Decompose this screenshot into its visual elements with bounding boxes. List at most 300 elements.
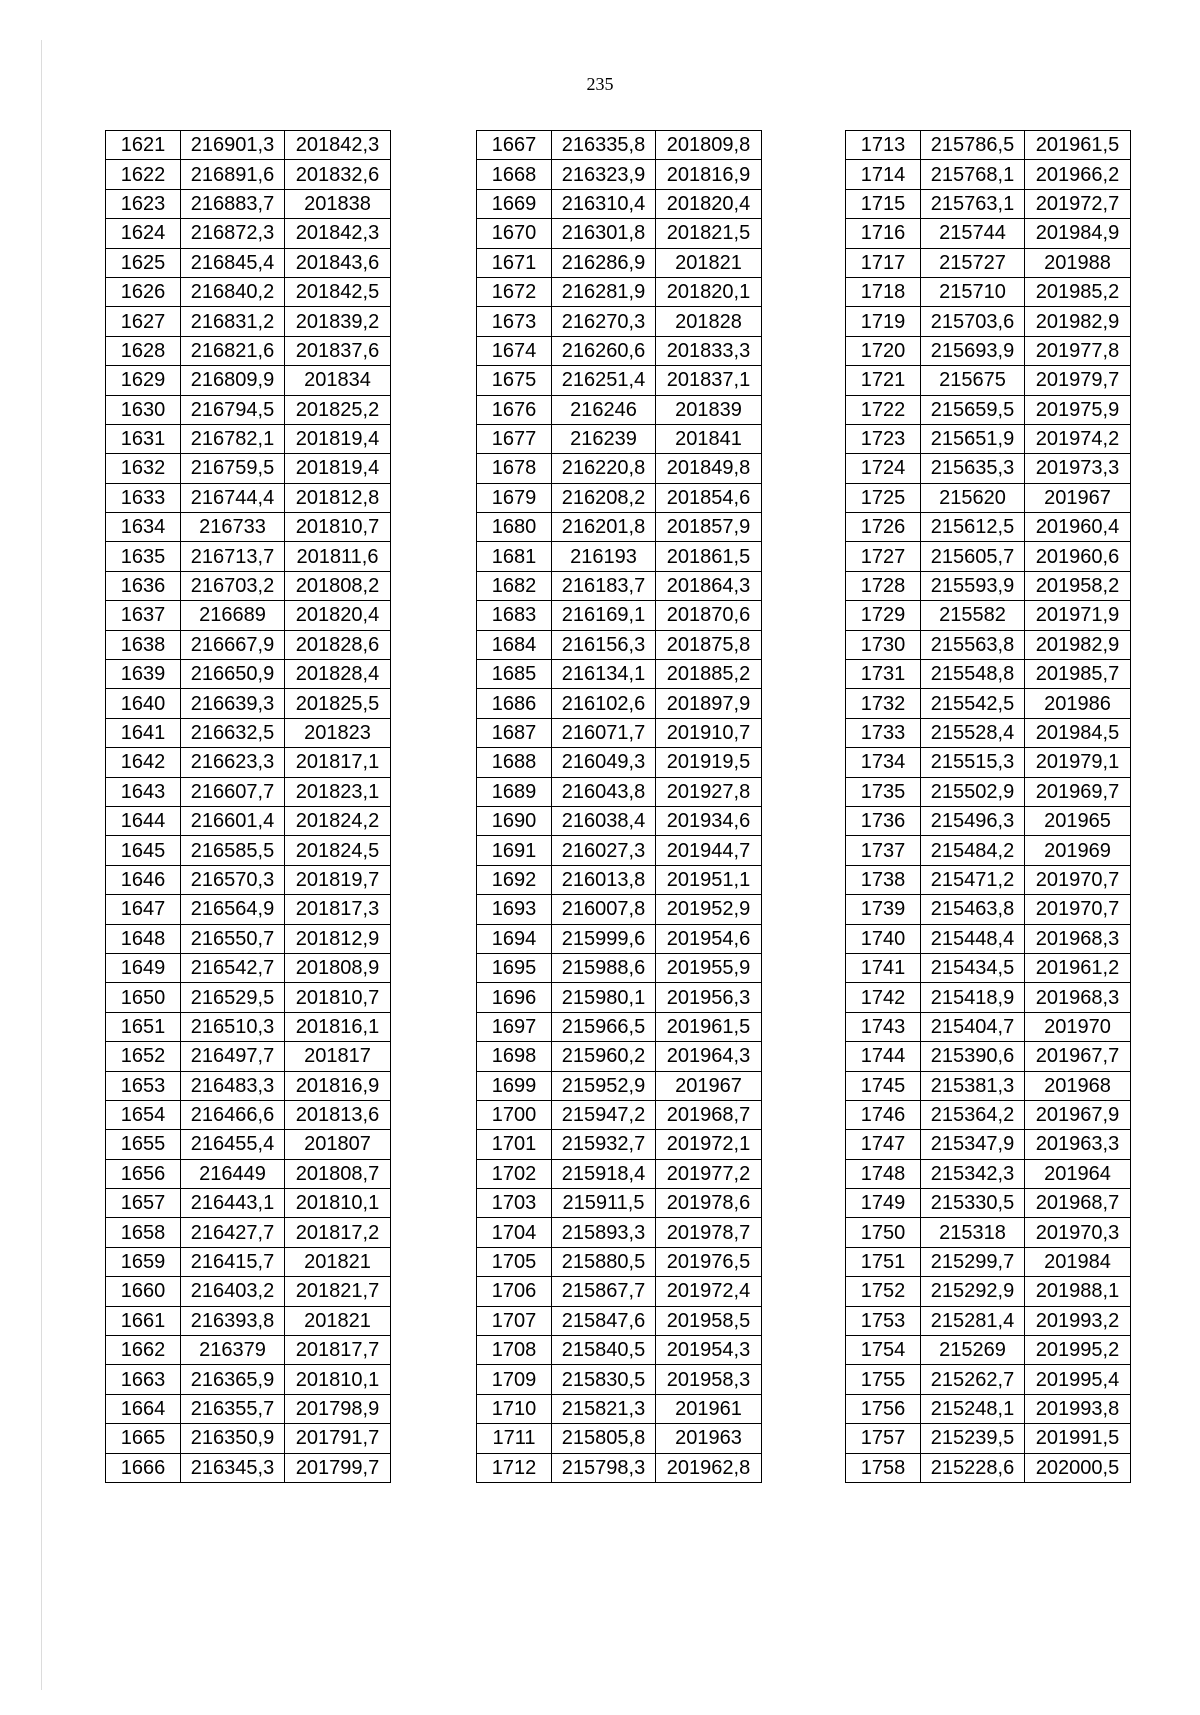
y-coordinate-cell: 201821 <box>656 248 762 277</box>
table-row <box>106 1247 391 1276</box>
point-number-cell: 1640 <box>106 689 181 718</box>
point-number-cell: 1744 <box>846 1042 921 1071</box>
point-number-cell: 1757 <box>846 1424 921 1453</box>
point-number-cell: 1672 <box>477 277 552 306</box>
x-coordinate-cell: 215635,3 <box>921 454 1025 483</box>
point-number-cell: 1717 <box>846 248 921 277</box>
y-coordinate-cell: 201958,3 <box>656 1365 762 1394</box>
point-number-cell: 1623 <box>106 189 181 218</box>
x-coordinate-cell: 216542,7 <box>181 953 285 982</box>
y-coordinate-cell: 201965 <box>1025 806 1131 835</box>
point-number-cell: 1645 <box>106 836 181 865</box>
y-coordinate-cell: 201985,2 <box>1025 277 1131 306</box>
table-row <box>846 571 1131 600</box>
coordinate-table-3 <box>845 130 1131 1483</box>
x-coordinate-cell: 215988,6 <box>552 953 656 982</box>
x-coordinate-cell: 216193 <box>552 542 656 571</box>
table-row <box>846 1453 1131 1482</box>
x-coordinate-cell: 216301,8 <box>552 219 656 248</box>
table-row <box>477 1424 762 1453</box>
point-number-cell: 1687 <box>477 718 552 747</box>
y-coordinate-cell: 201988 <box>1025 248 1131 277</box>
table-row <box>846 1159 1131 1188</box>
y-coordinate-cell: 201978,7 <box>656 1218 762 1247</box>
y-coordinate-cell: 201861,5 <box>656 542 762 571</box>
table-row <box>846 366 1131 395</box>
x-coordinate-cell: 216821,6 <box>181 336 285 365</box>
point-number-cell: 1680 <box>477 513 552 542</box>
x-coordinate-cell: 215966,5 <box>552 1012 656 1041</box>
point-number-cell: 1698 <box>477 1042 552 1071</box>
x-coordinate-cell: 216449 <box>181 1159 285 1188</box>
y-coordinate-cell: 201934,6 <box>656 806 762 835</box>
table-row <box>477 395 762 424</box>
x-coordinate-cell: 216246 <box>552 395 656 424</box>
y-coordinate-cell: 201824,5 <box>285 836 391 865</box>
y-coordinate-cell: 201810,1 <box>285 1365 391 1394</box>
table-row <box>106 806 391 835</box>
table-row <box>846 248 1131 277</box>
y-coordinate-cell: 201927,8 <box>656 777 762 806</box>
x-coordinate-cell: 215318 <box>921 1218 1025 1247</box>
x-coordinate-cell: 216027,3 <box>552 836 656 865</box>
point-number-cell: 1745 <box>846 1071 921 1100</box>
x-coordinate-cell: 216872,3 <box>181 219 285 248</box>
point-number-cell: 1738 <box>846 865 921 894</box>
table-row <box>106 924 391 953</box>
table-row <box>477 748 762 777</box>
point-number-cell: 1715 <box>846 189 921 218</box>
table-row <box>106 277 391 306</box>
x-coordinate-cell: 215262,7 <box>921 1365 1025 1394</box>
point-number-cell: 1673 <box>477 307 552 336</box>
x-coordinate-cell: 216350,9 <box>181 1424 285 1453</box>
point-number-cell: 1662 <box>106 1336 181 1365</box>
point-number-cell: 1628 <box>106 336 181 365</box>
page-number: 235 <box>586 74 614 94</box>
point-number-cell: 1706 <box>477 1277 552 1306</box>
y-coordinate-cell: 201969,7 <box>1025 777 1131 806</box>
y-coordinate-cell: 201799,7 <box>285 1453 391 1482</box>
x-coordinate-cell: 216049,3 <box>552 748 656 777</box>
y-coordinate-cell: 201970 <box>1025 1012 1131 1041</box>
table-row <box>477 1365 762 1394</box>
table-row <box>106 160 391 189</box>
x-coordinate-cell: 215528,4 <box>921 718 1025 747</box>
table-row <box>106 513 391 542</box>
y-coordinate-cell: 201834 <box>285 366 391 395</box>
point-number-cell: 1727 <box>846 542 921 571</box>
x-coordinate-cell: 215947,2 <box>552 1100 656 1129</box>
point-number-cell: 1622 <box>106 160 181 189</box>
point-number-cell: 1636 <box>106 571 181 600</box>
y-coordinate-cell: 201821,5 <box>656 219 762 248</box>
y-coordinate-cell: 201995,4 <box>1025 1365 1131 1394</box>
x-coordinate-cell: 216038,4 <box>552 806 656 835</box>
table-row <box>846 1189 1131 1218</box>
x-coordinate-cell: 215918,4 <box>552 1159 656 1188</box>
y-coordinate-cell: 201976,5 <box>656 1247 762 1276</box>
y-coordinate-cell: 201870,6 <box>656 601 762 630</box>
table-row <box>106 1012 391 1041</box>
x-coordinate-cell: 216281,9 <box>552 277 656 306</box>
x-coordinate-cell: 215347,9 <box>921 1130 1025 1159</box>
x-coordinate-cell: 216251,4 <box>552 366 656 395</box>
x-coordinate-cell: 215434,5 <box>921 953 1025 982</box>
x-coordinate-cell: 216840,2 <box>181 277 285 306</box>
point-number-cell: 1665 <box>106 1424 181 1453</box>
x-coordinate-cell: 216443,1 <box>181 1189 285 1218</box>
point-number-cell: 1621 <box>106 131 181 160</box>
x-coordinate-cell: 215292,9 <box>921 1277 1025 1306</box>
table-row <box>846 895 1131 924</box>
table-row <box>106 660 391 689</box>
y-coordinate-cell: 201979,1 <box>1025 748 1131 777</box>
y-coordinate-cell: 201817,3 <box>285 895 391 924</box>
x-coordinate-cell: 216323,9 <box>552 160 656 189</box>
point-number-cell: 1668 <box>477 160 552 189</box>
table-row <box>106 630 391 659</box>
x-coordinate-cell: 216632,5 <box>181 718 285 747</box>
y-coordinate-cell: 201982,9 <box>1025 307 1131 336</box>
point-number-cell: 1667 <box>477 131 552 160</box>
x-coordinate-cell: 215612,5 <box>921 513 1025 542</box>
table-row <box>477 483 762 512</box>
x-coordinate-cell: 215496,3 <box>921 806 1025 835</box>
x-coordinate-cell: 216782,1 <box>181 424 285 453</box>
y-coordinate-cell: 201968 <box>1025 1071 1131 1100</box>
table-row <box>106 307 391 336</box>
x-coordinate-cell: 215281,4 <box>921 1306 1025 1335</box>
x-coordinate-cell: 216239 <box>552 424 656 453</box>
point-number-cell: 1691 <box>477 836 552 865</box>
y-coordinate-cell: 201993,8 <box>1025 1394 1131 1423</box>
point-number-cell: 1671 <box>477 248 552 277</box>
table-row <box>846 630 1131 659</box>
y-coordinate-cell: 201972,4 <box>656 1277 762 1306</box>
x-coordinate-cell: 216794,5 <box>181 395 285 424</box>
table-row <box>477 513 762 542</box>
table-row <box>106 777 391 806</box>
table-row <box>477 983 762 1012</box>
y-coordinate-cell: 201839 <box>656 395 762 424</box>
table-row <box>477 1189 762 1218</box>
table-row <box>477 806 762 835</box>
point-number-cell: 1755 <box>846 1365 921 1394</box>
x-coordinate-cell: 215330,5 <box>921 1189 1025 1218</box>
x-coordinate-cell: 215727 <box>921 248 1025 277</box>
x-coordinate-cell: 216071,7 <box>552 718 656 747</box>
point-number-cell: 1656 <box>106 1159 181 1188</box>
table-row <box>106 483 391 512</box>
y-coordinate-cell: 201952,9 <box>656 895 762 924</box>
table-row <box>846 1336 1131 1365</box>
x-coordinate-cell: 216156,3 <box>552 630 656 659</box>
x-coordinate-cell: 216208,2 <box>552 483 656 512</box>
y-coordinate-cell: 201962,8 <box>656 1453 762 1482</box>
x-coordinate-cell: 215763,1 <box>921 189 1025 218</box>
table-row <box>106 571 391 600</box>
point-number-cell: 1716 <box>846 219 921 248</box>
table-row <box>846 1247 1131 1276</box>
y-coordinate-cell: 201820,4 <box>656 189 762 218</box>
x-coordinate-cell: 216689 <box>181 601 285 630</box>
y-coordinate-cell: 201798,9 <box>285 1394 391 1423</box>
point-number-cell: 1650 <box>106 983 181 1012</box>
x-coordinate-cell: 216831,2 <box>181 307 285 336</box>
x-coordinate-cell: 216310,4 <box>552 189 656 218</box>
x-coordinate-cell: 216883,7 <box>181 189 285 218</box>
x-coordinate-cell: 216891,6 <box>181 160 285 189</box>
point-number-cell: 1633 <box>106 483 181 512</box>
y-coordinate-cell: 201967,7 <box>1025 1042 1131 1071</box>
x-coordinate-cell: 216713,7 <box>181 542 285 571</box>
table-row <box>846 983 1131 1012</box>
x-coordinate-cell: 216169,1 <box>552 601 656 630</box>
table-row <box>106 689 391 718</box>
y-coordinate-cell: 201813,6 <box>285 1100 391 1129</box>
coordinate-table <box>845 130 1131 1483</box>
table-row <box>477 630 762 659</box>
point-number-cell: 1683 <box>477 601 552 630</box>
point-number-cell: 1624 <box>106 219 181 248</box>
y-coordinate-cell: 201810,7 <box>285 513 391 542</box>
table-row <box>846 953 1131 982</box>
point-number-cell: 1627 <box>106 307 181 336</box>
x-coordinate-cell: 216415,7 <box>181 1247 285 1276</box>
x-coordinate-cell: 215840,5 <box>552 1336 656 1365</box>
point-number-cell: 1753 <box>846 1306 921 1335</box>
table-row <box>106 1365 391 1394</box>
y-coordinate-cell: 201963 <box>656 1424 762 1453</box>
point-number-cell: 1758 <box>846 1453 921 1482</box>
table-row <box>106 189 391 218</box>
table-row <box>846 1100 1131 1129</box>
table-row <box>477 1071 762 1100</box>
point-number-cell: 1713 <box>846 131 921 160</box>
y-coordinate-cell: 201817,7 <box>285 1336 391 1365</box>
x-coordinate-cell: 216601,4 <box>181 806 285 835</box>
point-number-cell: 1709 <box>477 1365 552 1394</box>
point-number-cell: 1690 <box>477 806 552 835</box>
y-coordinate-cell: 201951,1 <box>656 865 762 894</box>
point-number-cell: 1666 <box>106 1453 181 1482</box>
y-coordinate-cell: 201910,7 <box>656 718 762 747</box>
y-coordinate-cell: 201988,1 <box>1025 1277 1131 1306</box>
x-coordinate-cell: 215659,5 <box>921 395 1025 424</box>
table-row <box>477 1277 762 1306</box>
table-row <box>477 660 762 689</box>
table-row <box>846 1277 1131 1306</box>
point-number-cell: 1663 <box>106 1365 181 1394</box>
table-row <box>477 160 762 189</box>
table-row <box>846 160 1131 189</box>
table-row <box>477 1042 762 1071</box>
x-coordinate-cell: 215381,3 <box>921 1071 1025 1100</box>
table-row <box>106 1306 391 1335</box>
table-row <box>106 895 391 924</box>
table-row <box>106 424 391 453</box>
table-row <box>106 395 391 424</box>
point-number-cell: 1719 <box>846 307 921 336</box>
point-number-cell: 1653 <box>106 1071 181 1100</box>
y-coordinate-cell: 201960,6 <box>1025 542 1131 571</box>
point-number-cell: 1695 <box>477 953 552 982</box>
x-coordinate-cell: 215299,7 <box>921 1247 1025 1276</box>
x-coordinate-cell: 216007,8 <box>552 895 656 924</box>
x-coordinate-cell: 215404,7 <box>921 1012 1025 1041</box>
table-row <box>477 1247 762 1276</box>
x-coordinate-cell: 216379 <box>181 1336 285 1365</box>
x-coordinate-cell: 215239,5 <box>921 1424 1025 1453</box>
y-coordinate-cell: 201967 <box>1025 483 1131 512</box>
x-coordinate-cell: 216393,8 <box>181 1306 285 1335</box>
point-number-cell: 1693 <box>477 895 552 924</box>
table-row <box>846 1365 1131 1394</box>
y-coordinate-cell: 201963,3 <box>1025 1130 1131 1159</box>
table-row <box>846 1012 1131 1041</box>
x-coordinate-cell: 216497,7 <box>181 1042 285 1071</box>
table-row <box>106 542 391 571</box>
point-number-cell: 1754 <box>846 1336 921 1365</box>
point-number-cell: 1660 <box>106 1277 181 1306</box>
table-row <box>846 660 1131 689</box>
x-coordinate-cell: 216260,6 <box>552 336 656 365</box>
x-coordinate-cell: 216703,2 <box>181 571 285 600</box>
y-coordinate-cell: 201975,9 <box>1025 395 1131 424</box>
point-number-cell: 1741 <box>846 953 921 982</box>
table-row <box>846 836 1131 865</box>
y-coordinate-cell: 201811,6 <box>285 542 391 571</box>
table-row <box>846 424 1131 453</box>
point-number-cell: 1724 <box>846 454 921 483</box>
x-coordinate-cell: 215798,3 <box>552 1453 656 1482</box>
table-row <box>477 1130 762 1159</box>
coordinate-table-2 <box>476 130 762 1483</box>
table-row <box>477 1012 762 1041</box>
table-row <box>106 131 391 160</box>
x-coordinate-cell: 215768,1 <box>921 160 1025 189</box>
x-coordinate-cell: 216550,7 <box>181 924 285 953</box>
y-coordinate-cell: 201956,3 <box>656 983 762 1012</box>
x-coordinate-cell: 216201,8 <box>552 513 656 542</box>
y-coordinate-cell: 201843,6 <box>285 248 391 277</box>
y-coordinate-cell: 201974,2 <box>1025 424 1131 453</box>
x-coordinate-cell: 215248,1 <box>921 1394 1025 1423</box>
y-coordinate-cell: 201972,7 <box>1025 189 1131 218</box>
y-coordinate-cell: 201817 <box>285 1042 391 1071</box>
point-number-cell: 1732 <box>846 689 921 718</box>
point-number-cell: 1748 <box>846 1159 921 1188</box>
x-coordinate-cell: 216220,8 <box>552 454 656 483</box>
table-row <box>106 1130 391 1159</box>
x-coordinate-cell: 215418,9 <box>921 983 1025 1012</box>
table-row <box>846 924 1131 953</box>
table-row <box>477 689 762 718</box>
y-coordinate-cell: 201961 <box>656 1394 762 1423</box>
x-coordinate-cell: 215703,6 <box>921 307 1025 336</box>
table-row <box>477 219 762 248</box>
y-coordinate-cell: 201955,9 <box>656 953 762 982</box>
y-coordinate-cell: 201810,1 <box>285 1189 391 1218</box>
x-coordinate-cell: 216564,9 <box>181 895 285 924</box>
y-coordinate-cell: 201823 <box>285 718 391 747</box>
table-row <box>477 1453 762 1482</box>
point-number-cell: 1722 <box>846 395 921 424</box>
y-coordinate-cell: 201984,5 <box>1025 718 1131 747</box>
y-coordinate-cell: 201897,9 <box>656 689 762 718</box>
table-row <box>846 1424 1131 1453</box>
x-coordinate-cell: 215515,3 <box>921 748 1025 777</box>
table-row <box>846 601 1131 630</box>
point-number-cell: 1701 <box>477 1130 552 1159</box>
table-row <box>846 542 1131 571</box>
y-coordinate-cell: 201821 <box>285 1306 391 1335</box>
point-number-cell: 1681 <box>477 542 552 571</box>
table-row <box>846 1306 1131 1335</box>
table-row <box>106 366 391 395</box>
x-coordinate-cell: 215548,8 <box>921 660 1025 689</box>
point-number-cell: 1675 <box>477 366 552 395</box>
coordinate-table-1 <box>105 130 391 1483</box>
y-coordinate-cell: 201967,9 <box>1025 1100 1131 1129</box>
table-row <box>106 1071 391 1100</box>
point-number-cell: 1657 <box>106 1189 181 1218</box>
x-coordinate-cell: 215999,6 <box>552 924 656 953</box>
x-coordinate-cell: 215605,7 <box>921 542 1025 571</box>
y-coordinate-cell: 201809,8 <box>656 131 762 160</box>
y-coordinate-cell: 201817,1 <box>285 748 391 777</box>
coordinate-table <box>105 130 391 1483</box>
point-number-cell: 1712 <box>477 1453 552 1482</box>
table-row <box>477 454 762 483</box>
y-coordinate-cell: 201995,2 <box>1025 1336 1131 1365</box>
table-row <box>846 689 1131 718</box>
x-coordinate-cell: 215463,8 <box>921 895 1025 924</box>
point-number-cell: 1756 <box>846 1394 921 1423</box>
point-number-cell: 1654 <box>106 1100 181 1129</box>
table-row <box>106 248 391 277</box>
point-number-cell: 1643 <box>106 777 181 806</box>
y-coordinate-cell: 201970,7 <box>1025 865 1131 894</box>
point-number-cell: 1739 <box>846 895 921 924</box>
table-row <box>846 336 1131 365</box>
x-coordinate-cell: 216639,3 <box>181 689 285 718</box>
table-row <box>846 1130 1131 1159</box>
y-coordinate-cell: 201807 <box>285 1130 391 1159</box>
point-number-cell: 1679 <box>477 483 552 512</box>
y-coordinate-cell: 201971,9 <box>1025 601 1131 630</box>
x-coordinate-cell: 216183,7 <box>552 571 656 600</box>
x-coordinate-cell: 215786,5 <box>921 131 1025 160</box>
table-row <box>846 454 1131 483</box>
y-coordinate-cell: 201820,1 <box>656 277 762 306</box>
x-coordinate-cell: 216650,9 <box>181 660 285 689</box>
point-number-cell: 1655 <box>106 1130 181 1159</box>
table-row <box>106 983 391 1012</box>
table-row <box>477 1218 762 1247</box>
x-coordinate-cell: 216365,9 <box>181 1365 285 1394</box>
x-coordinate-cell: 216529,5 <box>181 983 285 1012</box>
table-row <box>106 1218 391 1247</box>
y-coordinate-cell: 201967 <box>656 1071 762 1100</box>
x-coordinate-cell: 216335,8 <box>552 131 656 160</box>
table-row <box>846 277 1131 306</box>
y-coordinate-cell: 201812,8 <box>285 483 391 512</box>
point-number-cell: 1707 <box>477 1306 552 1335</box>
point-number-cell: 1632 <box>106 454 181 483</box>
table-row <box>106 1159 391 1188</box>
